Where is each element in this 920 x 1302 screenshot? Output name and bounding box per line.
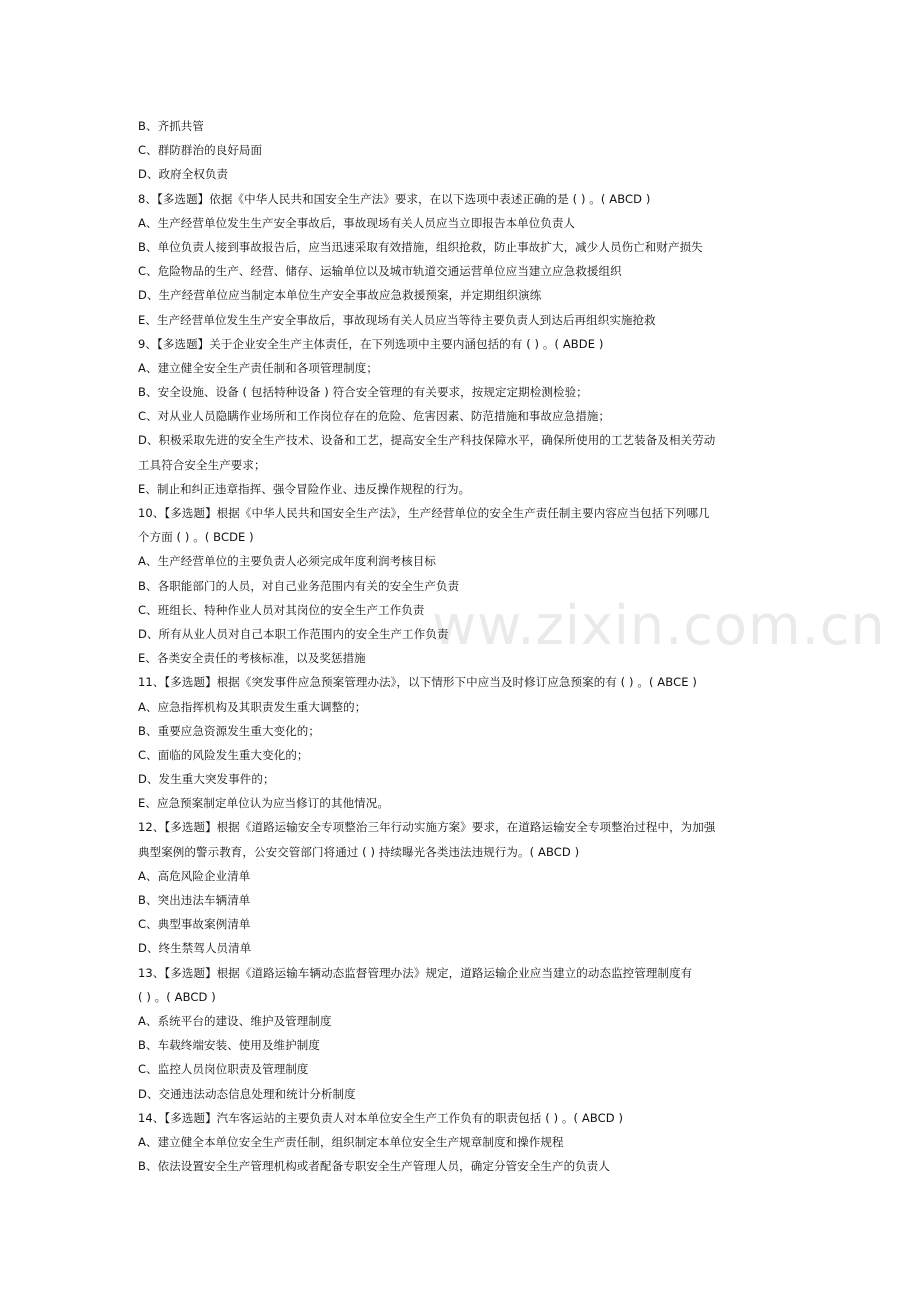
- text-line: B、依法设置安全生产管理机构或者配备专职安全生产管理人员，确定分管安全生产的负责人: [138, 1159, 610, 1174]
- text-line: ( ) 。( ABCD ): [138, 989, 216, 1004]
- text-line: B、各职能部门的人员，对自己业务范围内有关的安全生产负责: [138, 578, 460, 593]
- text-line: C、班组长、特种作业人员对其岗位的安全生产工作负责: [138, 602, 425, 617]
- text-line: C、对从业人员隐瞒作业场所和工作岗位存在的危险、危害因素、防范措施和事故应急措施；: [138, 409, 611, 424]
- text-line: E、制止和纠正违章指挥、强令冒险作业、违反操作规程的行为。: [138, 481, 471, 496]
- text-line: 9、【多选题】关于企业安全生产主体责任，在下列选项中主要内涵包括的有 ( ) 。( ABDE ): [138, 336, 604, 351]
- text-line: B、突出违法车辆清单: [138, 893, 251, 907]
- text-line: C、群防群治的良好局面: [138, 143, 263, 158]
- text-line: A、建立健全安全生产责任制和各项管理制度；: [138, 360, 378, 375]
- watermark: ww.zixin.com.cn: [432, 594, 886, 657]
- text-line: E、应急预案制定单位认为应当修订的其他情况。: [138, 796, 389, 811]
- text-line: D、积极采取先进的安全生产技术、设备和工艺，提高安全生产科技保障水平，确保所使用的工艺装备及相关劳动: [138, 433, 716, 448]
- text-line: A、生产经营单位的主要负责人必须完成年度利润考核目标: [138, 554, 436, 569]
- text-line: B、单位负责人接到事故报告后，应当迅速采取有效措施，组织抢救，防止事故扩大，减少人员伤亡和财产损失: [138, 239, 703, 254]
- text-line: E、生产经营单位发生生产安全事故后，事故现场有关人员应当等待主要负责人到达后再组织实施抢救: [138, 312, 656, 327]
- text-line: C、危险物品的生产、经营、储存、运输单位以及城市轨道交通运营单位应当建立应急救援组织: [138, 264, 622, 279]
- text-line: 13、【多选题】根据《道路运输车辆动态监督管理办法》规定，道路运输企业应当建立的动态监控管理制度有: [138, 965, 693, 980]
- text-line: D、终生禁驾人员清单: [138, 941, 252, 956]
- text-line: B、安全设施、设备 ( 包括特种设备 ) 符合安全管理的有关要求，按规定定期检测检验；: [138, 385, 588, 400]
- text-line: 8、【多选题】依据《中华人民共和国安全生产法》要求，在以下选项中表述正确的是 ( ) 。( ABCD ): [138, 191, 651, 206]
- text-line: 10、【多选题】根据《中华人民共和国安全生产法》，生产经营单位的安全生产责任制主要内容应当包括下列哪几: [138, 506, 710, 520]
- text-line: A、应急指挥机构及其职责发生重大调整的；: [138, 699, 367, 714]
- text-line: B、重要应急资源发生重大变化的；: [138, 723, 320, 738]
- text-line: C、监控人员岗位职责及管理制度: [138, 1062, 309, 1077]
- text-line: 12、【多选题】根据《道路运输安全专项整治三年行动实施方案》要求，在道路运输安全专项整治过程中，为加强: [138, 820, 716, 835]
- question-list: [138, 114, 788, 1178]
- text-line: A、生产经营单位发生生产安全事故后，事故现场有关人员应当立即报告本单位负责人: [138, 215, 576, 230]
- text-line: B、齐抓共管: [138, 119, 204, 133]
- text-line: C、典型事故案例清单: [138, 917, 251, 932]
- text-line: D、政府全权负责: [138, 167, 229, 182]
- text-line: D、交通违法动态信息处理和统计分析制度: [138, 1086, 356, 1101]
- text-line: 11、【多选题】根据《突发事件应急预案管理办法》，以下情形下中应当及时修订应急预案的有 ( ) 。( ABCE ): [138, 675, 697, 690]
- text-line: D、生产经营单位应当制定本单位生产安全事故应急救援预案，并定期组织演练: [138, 288, 542, 303]
- text-line: 14、【多选题】汽车客运站的主要负责人对本单位安全生产工作负有的职责包括 ( ) 。( ABCD ): [138, 1110, 624, 1125]
- text-line: D、所有从业人员对自己本职工作范围内的安全生产工作负责: [138, 626, 449, 641]
- text-line: 个方面 ( ) 。( BCDE ): [138, 530, 254, 545]
- text-line: A、建立健全本单位安全生产责任制，组织制定本单位安全生产规章制度和操作规程: [138, 1134, 564, 1149]
- text-line: 典型案例的警示教育，公安交管部门将通过 ( ) 持续曝光各类违法违规行为。( ABCD ): [138, 844, 580, 859]
- text-line: A、系统平台的建设、维护及管理制度: [138, 1013, 332, 1028]
- text-line: B、车载终端安装、使用及维护制度: [138, 1038, 320, 1053]
- text-line: D、发生重大突发事件的；: [138, 772, 275, 787]
- text-line: E、各类安全责任的考核标准，以及奖惩措施: [138, 651, 366, 666]
- text-line: A、高危风险企业清单: [138, 868, 251, 883]
- text-line: 工具符合安全生产要求；: [138, 457, 266, 472]
- text-line: C、面临的风险发生重大变化的；: [138, 747, 309, 762]
